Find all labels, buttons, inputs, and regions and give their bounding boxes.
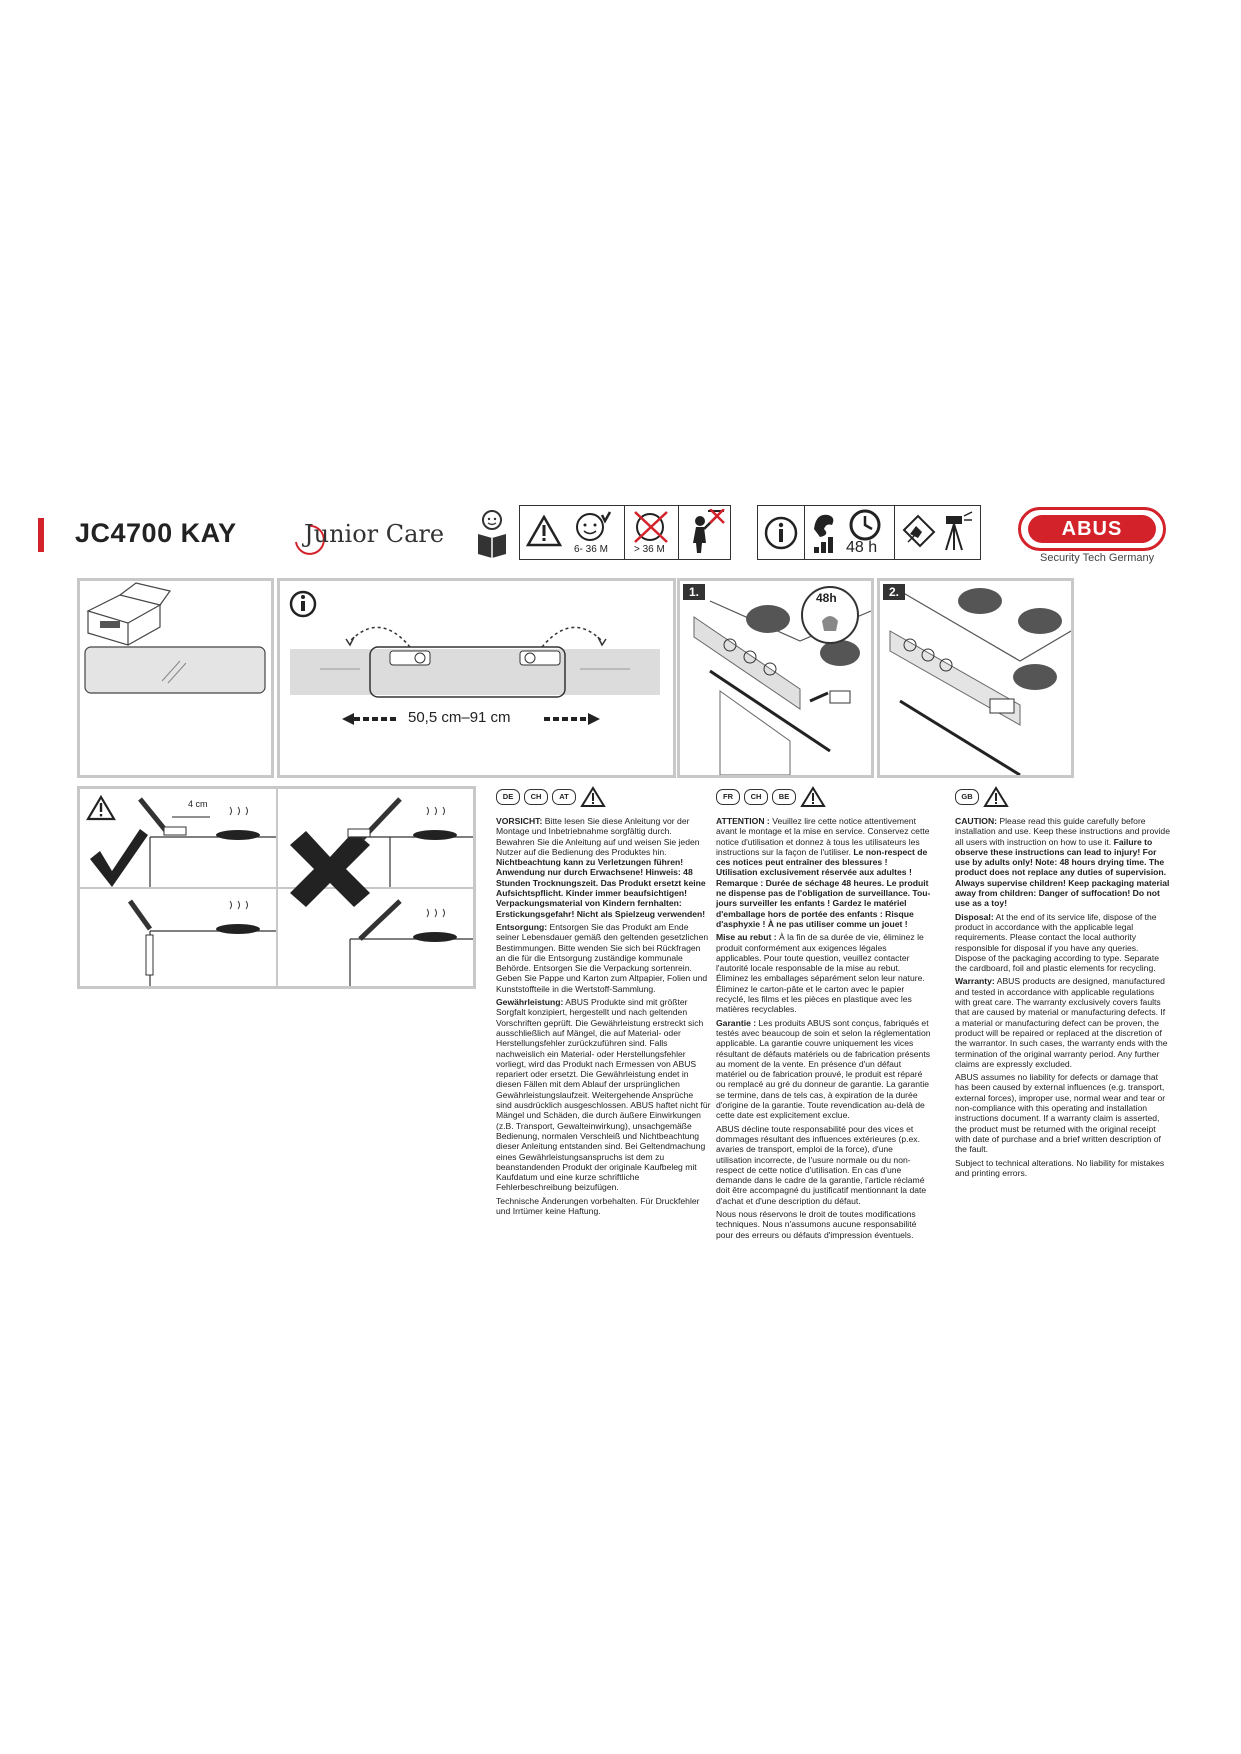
step-1-label: 1. bbox=[683, 584, 705, 600]
gb-liability-paragraph: ABUS assumes no liability for defects or damage that has been caused by external influences (e.g. transport, external forces), improper use, normal wear and tear or non-compliance with this operating and installation instructions document. If a warranty claim is asserted, the product must be returned with the original receipt with date of purchase and a brief written description of the fault. bbox=[955, 1072, 1166, 1155]
read-manual-icon bbox=[474, 508, 510, 558]
brand-name: Junior Care bbox=[304, 520, 445, 548]
fr-warranty-paragraph bbox=[716, 1018, 931, 1121]
age-range-label: 6- 36 M bbox=[574, 544, 608, 555]
gb-warranty-paragraph bbox=[955, 976, 1170, 1069]
length-range-label: 50,5 cm–91 cm bbox=[408, 709, 511, 726]
flag-ch: CH bbox=[744, 789, 768, 805]
flag-be: BE bbox=[772, 789, 796, 805]
panel-step-1 bbox=[677, 578, 874, 778]
accent-bar bbox=[38, 518, 44, 552]
flag-de: DE bbox=[496, 789, 520, 805]
drying-badge: 48h bbox=[816, 591, 837, 605]
child-reaching-crossed-icon bbox=[684, 509, 726, 555]
age-over-label: > 36 M bbox=[634, 544, 665, 555]
child-face-icon bbox=[572, 509, 612, 543]
arrow-left-icon bbox=[340, 711, 400, 727]
fr-reserve-note: Nous nous réservons le droit de toutes modifications techniques. Nous n'assumons aucune responsabilité pour des erreurs ou défauts d'impression éventuels. bbox=[716, 1208, 917, 1240]
placement-illustration bbox=[80, 789, 473, 986]
product-model: JC4700 KAY bbox=[75, 518, 237, 548]
de-warranty-paragraph bbox=[496, 997, 711, 1193]
gb-caution-paragraph bbox=[955, 816, 1170, 909]
flag-at: AT bbox=[552, 789, 576, 805]
child-over-age-crossed-icon bbox=[632, 509, 672, 543]
warning-triangle-icon bbox=[526, 515, 562, 547]
gb-caution-bold: Failure to observe these instructions can lead to injury! For use by adults only! Note: 48 hours drying time. The product does not replace any duties of supervision. Always supervise children! Keep packaging material away from children: Danger of suffocation! Do not use as a toy! bbox=[955, 836, 1170, 909]
abus-logo-text: ABUS bbox=[1028, 515, 1156, 543]
fr-attention-bold: Le non-respect de ces notices peut entraîner des blessures ! Utilisation exclusivement réservée aux adultes ! Remarque : Durée de séchage 48 heures. Le produit ne dispense pas de l'obligation de surveillance. Tou- jours surveiller les enfants ! Gardez le matériel d'emballage hors de portée des enfants : Risque d'asphyxie ! À ne pas utiliser comme un jouet ! bbox=[716, 846, 931, 929]
de-disposal-text: Entsorgen Sie das Produkt am Ende seiner Lebensdauer gemäß den geltenden gesetzlichen Bestimmungen. Bitte wenden Sie sich bei Rückfragen an die für die Entsorgung zuständige kommunale Behörde. Entsorgen Sie die Verpackung sortenrein. Geben Sie Pappe und Karton zum Altpapier, Folien und Kunststoffteile in die Wertstoff-Sammlung. bbox=[496, 921, 709, 994]
gb-disposal-paragraph bbox=[955, 912, 1170, 974]
clean-surface-icon bbox=[900, 512, 936, 552]
package-illustration bbox=[80, 581, 271, 775]
de-caution-text: Bitte lesen Sie diese Anleitung vor der Montage und Inbetriebnahme sorgfältig durch. Bewahren Sie die Anleitung auf und weisen Sie jeden Nutzer auf die Bedienung des Produktes hin. bbox=[496, 816, 700, 857]
flag-fr: FR bbox=[716, 789, 740, 805]
warning-triangle-icon bbox=[580, 786, 606, 808]
gb-disposal-label: Disposal: bbox=[955, 911, 994, 922]
strength-icon bbox=[810, 509, 842, 555]
de-warranty-text: ABUS Produkte sind mit größter Sorgfalt konzipiert, hergestellt und nach geltenden Vorschriften geprüft. Die Gewährleistung erstreckt sich ausschließlich auf Mängel, die auf Material- oder Herstellungsfehler zurückzuführen sind. Falls nachweislich ein Material- oder Herstellungsfehler vorliegt, wird das Produkt nach Ermessen von ABUS repariert oder ersetzt. Die Gewährleistung endet in diesen Fällen mit dem Ablauf der ursprünglichen Gewährleistungslaufzeit. Weitergehende Ansprüche sind ausdrücklich ausgeschlossen. ABUS haftet nicht für Mängel und Schäden, die durch äußere Einwirkungen (z.B. Transport, Gewalteinwirkung), unsachgemäße Bedienung, normalen Verschleiß und Nichtbeachtung dieser Anleitung entstanden sind. Bei Geltendmachung eines Gewährleistungsanspruchs ist dem zu beanstandenden Produkt der originale Kaufbeleg mit Kaufdatum und eine kurze schriftliche Fehlerbeschreibung beizufügen. bbox=[496, 997, 711, 1193]
abus-logo bbox=[1018, 507, 1166, 551]
gb-warranty-label: Warranty: bbox=[955, 976, 995, 987]
adjustable-strip-illustration bbox=[280, 611, 673, 711]
de-caution-label: VORSICHT: bbox=[496, 816, 543, 826]
step-2-label: 2. bbox=[883, 584, 905, 600]
warning-triangle-icon bbox=[800, 786, 826, 808]
de-disposal-paragraph bbox=[496, 922, 711, 994]
text-column-de bbox=[496, 816, 711, 1219]
gb-disposal-text: At the end of its service life, dispose of the product in accordance with the applicable legal requirements. Please contact the local authority responsible for disposal if you have any queries. Dispose of the packaging according to type. Separate the cardboard, foil and plastic elements for recycling. bbox=[955, 911, 1159, 974]
fr-attention-label: ATTENTION : bbox=[716, 816, 770, 826]
panel-correct-vs-wrong bbox=[77, 786, 476, 989]
fr-attention-paragraph bbox=[716, 816, 931, 929]
abus-tagline: Security Tech Germany bbox=[1040, 552, 1155, 564]
fr-liability-paragraph: ABUS décline toute responsabilité pour des vices et dommages résultant des influences extérieures (p.ex. avaries de transport, emploi de la force), d'une utilisation incorrecte, de l'usure normale ou du non-respect de cette notice d'utilisation. En cas d'une demande dans le cadre de la garantie, l'article réclamé doit être accompagné du justificatif mentionnant la date d'achat et d'une description du défaut. bbox=[716, 1123, 927, 1206]
panel-package-contents bbox=[77, 578, 274, 778]
clock-icon bbox=[848, 508, 882, 542]
junior-care-logo bbox=[290, 512, 460, 560]
warning-triangle-icon bbox=[983, 786, 1009, 808]
gb-warranty-text: ABUS products are designed, manufactured and tested in accordance with applicable regulations with great care. The warranty exclusively covers faults that are caused by material or manufacturing defects. If a material or manufacturing defect can be proven, the product will be repaired or replaced at the discretion of the warrantor. In such cases, the warranty ends with the termination of the original warranty period. Any further claims are expressly excluded. bbox=[955, 976, 1168, 1069]
de-warranty-label: Gewährleistung: bbox=[496, 997, 564, 1008]
info-requirements-box bbox=[757, 505, 981, 560]
flags-de bbox=[496, 786, 606, 808]
fr-attention-text: Veuillez lire cette notice attentivement avant le montage et la mise en service. Conservez cette notice d'utilisation et donnez à tous les utilisateurs les instructions sur la façon de l'utiliser. bbox=[716, 816, 930, 857]
fr-warranty-label: Garantie : bbox=[716, 1017, 757, 1028]
text-column-fr bbox=[716, 816, 931, 1243]
fr-disposal-text: À la fin de sa durée de vie, éliminez le produit conformément aux exigences légales applicables. Pour toute question, veuillez contacter l'autorité locale responsable de la mise au rebut. Éliminez les emballages séparément selon leur nature. Éliminez le carton-pâte et le carton avec le papier recyclé, les films et les pièces en plastique avec les matières recyclables. bbox=[716, 932, 925, 1015]
stove-install-step2-illustration bbox=[880, 581, 1071, 775]
panel-step-2 bbox=[877, 578, 1074, 778]
arrow-right-icon bbox=[542, 711, 602, 727]
fr-warranty-text: Les produits ABUS sont conçus, fabriqués et testés avec beaucoup de soin et selon la réglementation applicable. La garantie couvre uniquement les vices résultant de défauts matériels ou de fabrication présents au moment de la vente. En présence d'un défaut matériel ou de fabrication prouvé, le produit est réparé ou remplacé au gré du donneur de garantie. La garantie se termine, dans de tels cas, à expiration de la durée d'origine de la garantie. Toute revendication au-delà de cette date est explicitement exclue. bbox=[716, 1017, 931, 1121]
panel-length-adjust bbox=[277, 578, 676, 778]
de-caution-bold: Nichtbeachtung kann zu Verletzungen führen! Anwendung nur durch Erwachsene! Hinweis: 48 Stunden Trocknungszeit. Das Produkt ersetzt keine Aufsichtspflicht. Kinder immer beaufsichtigen! Verpackungsmaterial von Kindern fernhalten: Erstickungsgefahr! Nicht als Spielzeug verwenden! bbox=[496, 857, 706, 919]
flag-ch: CH bbox=[524, 789, 548, 805]
text-column-gb bbox=[955, 816, 1170, 1181]
gb-subject-note: Subject to technical alterations. No liability for mistakes and printing errors. bbox=[955, 1157, 1165, 1178]
de-technical-note: Technische Änderungen vorbehalten. Für Druckfehler und Irrtümer keine Haftung. bbox=[496, 1195, 700, 1216]
de-disposal-label: Entsorgung: bbox=[496, 921, 548, 932]
fr-disposal-label: Mise au rebut : bbox=[716, 932, 777, 943]
tripod-spray-icon bbox=[938, 510, 974, 554]
flags-fr bbox=[716, 786, 826, 808]
gb-caution-text: Please read this guide carefully before installation and use. Keep these instructions and provide all users with instruction on how to use it. bbox=[955, 816, 1170, 847]
fr-disposal-paragraph bbox=[716, 932, 931, 1014]
flag-gb: GB bbox=[955, 789, 979, 805]
de-caution-paragraph bbox=[496, 816, 711, 919]
distance-label: 4 cm bbox=[188, 799, 208, 809]
gb-caution-label: CAUTION: bbox=[955, 816, 998, 826]
stove-install-step1-illustration bbox=[680, 581, 871, 775]
drying-time-label: 48 h bbox=[846, 539, 878, 556]
info-icon bbox=[764, 516, 798, 550]
age-warning-box bbox=[519, 505, 731, 560]
flags-gb bbox=[955, 786, 1009, 808]
